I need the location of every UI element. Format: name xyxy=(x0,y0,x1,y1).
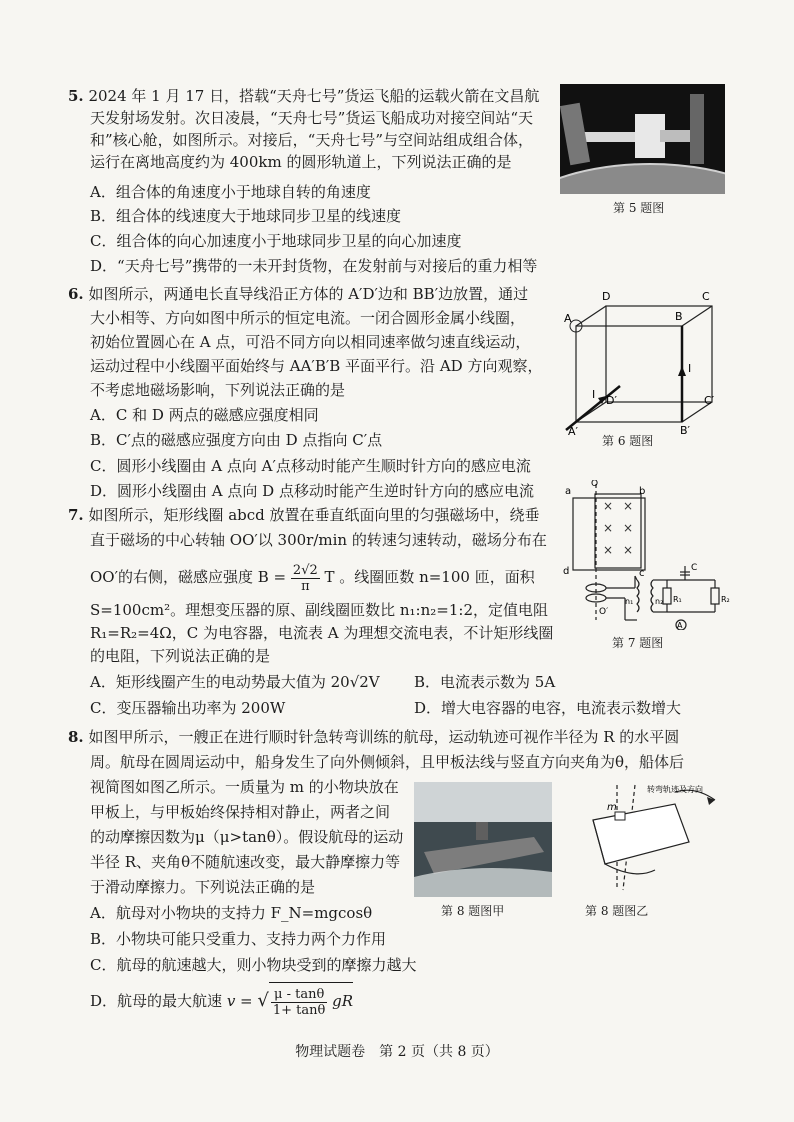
q7-label-R2: R₂ xyxy=(721,595,730,604)
q8-text-1: 如图甲所示，一艘正在进行顺时针急转弯训练的航母，运动轨迹可视作半径为 R 的水平圆 xyxy=(88,728,680,746)
q7-label-n2: n₂ xyxy=(655,597,664,606)
q7-caption: 第 7 题图 xyxy=(612,636,664,650)
q6-line-1 xyxy=(68,284,528,304)
q8-option-d: D．航母的最大航速 v = √ $\frac{\mu - \tan\theta}{1+ \tan\theta}$ gR xyxy=(90,982,353,1019)
q5-photo-space-station xyxy=(560,84,725,194)
q8-caption-a: 第 8 题图甲 xyxy=(441,904,505,918)
q8-numerator: μ - tanθ xyxy=(271,987,327,1003)
q5-option-a: A．组合体的角速度小于地球自转的角速度 xyxy=(90,183,371,201)
q6-line-2: 大小相等、方向如图中所示的恒定电流。一闭合圆形金属小线圈， xyxy=(90,309,526,327)
q7-label-d: d xyxy=(563,566,570,577)
q8-small-block xyxy=(615,812,625,820)
q8-line-6: 半径 R、夹角θ不随航速改变，最大静摩擦力等 xyxy=(90,853,401,871)
q5-caption: 第 5 题图 xyxy=(613,201,665,215)
q6-option-d: D．圆形小线圈由 A 点向 D 点移动时能产生逆时针方向的感应电流 xyxy=(90,482,534,500)
q8-denominator: 1+ tanθ xyxy=(272,1002,326,1018)
svg-text:×: × xyxy=(623,499,634,513)
q6-label-Dprime: D′ xyxy=(606,394,617,407)
q8-line-2: 周。航母在圆周运动中，船身发生了向外侧倾斜，且甲板法线与竖直方向夹角为θ，船体后 xyxy=(90,753,685,771)
svg-text:×: × xyxy=(603,543,614,557)
q8-fraction xyxy=(271,987,327,1018)
q8-number: 8. xyxy=(68,728,84,746)
q8-sqrt xyxy=(269,982,353,1019)
q7-option-c: C．变压器输出功率为 200W xyxy=(90,699,286,717)
q6-line-5: 不考虑地磁场影响，下列说法正确的是 xyxy=(90,381,346,399)
q6-option-a: A．C 和 D 两点的磁感应强度相同 xyxy=(90,406,319,424)
q8-diagram-carrier-tilt xyxy=(575,780,725,898)
q6-label-Bprime: B′ xyxy=(680,424,691,436)
q5-line-4: 运行在离地高度约为 400km 的圆形轨道上，下列说法正确的是 xyxy=(90,153,512,171)
q5-option-b: B．组合体的线速度大于地球同步卫星的线速度 xyxy=(90,207,402,225)
q7-label-c: c xyxy=(639,568,645,579)
q6-number: 6. xyxy=(68,285,84,303)
q5-option-d: D．“天舟七号”携带的一未开封货物，在发射前与对接后的重力相等 xyxy=(90,257,538,275)
q6-line-3: 初始位置圆心在 A 点，可沿不同方向以相同速率做匀速直线运动， xyxy=(90,333,531,351)
q6-current-label-1: I xyxy=(592,388,596,401)
q8-turn-direction-label: 转弯轨迹及方向 xyxy=(647,785,703,794)
q7-option-a: A．矩形线圈产生的电动势最大值为 20√2V xyxy=(90,673,380,691)
q7-line-3 xyxy=(90,560,535,594)
q7-b-denominator: π xyxy=(301,578,310,594)
q7-line-1 xyxy=(68,505,540,525)
q5-option-c: C．组合体的向心加速度小于地球同步卫星的向心加速度 xyxy=(90,232,462,250)
q7-label-R1: R₁ xyxy=(673,595,682,604)
q6-label-Aprime: A′ xyxy=(568,425,579,436)
q8-caption-b: 第 8 题图乙 xyxy=(585,904,649,918)
q8-photo-aircraft-carrier xyxy=(414,782,552,897)
q8-line-1 xyxy=(68,727,679,747)
q7-line-6: 的电阻，下列说法正确的是 xyxy=(90,647,271,665)
q8-option-a: A．航母对小物块的支持力 F_N=mgcosθ xyxy=(90,904,373,922)
q7-label-n1: n₁ xyxy=(625,597,634,606)
q8-line-4: 甲板上，与甲板始终保持相对静止，两者之间 xyxy=(90,803,391,821)
q7-label-Oprime: O′ xyxy=(599,607,609,617)
q6-label-C: C xyxy=(702,290,710,303)
q8-option-c: C．航母的航速越大，则小物块受到的摩擦力越大 xyxy=(90,956,417,974)
q8-line-7: 于滑动摩擦力。下列说法正确的是 xyxy=(90,878,316,896)
q6-option-c: C．圆形小线圈由 A 点向 A′点移动时能产生顺时针方向的感应电流 xyxy=(90,457,531,475)
q7-label-A: A xyxy=(677,621,683,630)
q8-line-5: 的动摩擦因数为μ（μ>tanθ）。假设航母的运动 xyxy=(90,828,404,846)
q6-label-Cprime: C′ xyxy=(704,394,715,407)
q8-line-3: 视简图如图乙所示。一质量为 m 的小物块放在 xyxy=(90,778,399,796)
q7-b-fraction xyxy=(291,563,320,594)
q5-text-1: 2024 年 1 月 17 日，搭载“天舟七号”货运飞船的运载火箭在文昌航 xyxy=(88,87,540,105)
q6-option-b: B．C′点的磁感应强度方向由 D 点指向 C′点 xyxy=(90,431,383,449)
q6-caption: 第 6 题图 xyxy=(602,434,654,448)
q8-gR: gR xyxy=(332,992,354,1010)
q7-line-2: 直于磁场的中心转轴 OO′以 300r/min 的转速匀速转动，磁场分布在 xyxy=(90,531,547,549)
q8-label-m: m xyxy=(607,802,617,813)
q7-label-a: a xyxy=(565,486,572,497)
q5-number: 5. xyxy=(68,87,84,105)
q7-label-b: b xyxy=(639,486,646,497)
svg-text:×: × xyxy=(623,521,634,535)
q6-text-1: 如图所示，两通电长直导线沿正方体的 A′D′边和 BB′边放置，通过 xyxy=(88,285,529,303)
svg-text:×: × xyxy=(603,521,614,535)
q6-current-label-2: I xyxy=(688,362,692,375)
q7-line-5: R₁=R₂=4Ω，C 为电容器，电流表 A 为理想交流电表，不计矩形线圈 xyxy=(90,624,554,642)
q7-label-C: C xyxy=(691,563,698,573)
q6-label-A: A xyxy=(564,312,572,325)
q7-number: 7. xyxy=(68,506,84,524)
q6-label-D: D xyxy=(602,290,611,303)
svg-text:×: × xyxy=(623,543,634,557)
q7-option-b: B．电流表示数为 5A xyxy=(414,673,556,691)
page-footer: 物理试题卷 第 2 页（共 8 页） xyxy=(295,1044,499,1060)
q7-b-numerator: 2√2 xyxy=(292,562,318,578)
q8-option-d-text: D．航母的最大航速 xyxy=(90,992,223,1010)
q6-cube-diagram xyxy=(562,286,722,436)
q8-option-b: B．小物块可能只受重力、支持力两个力作用 xyxy=(90,930,387,948)
q7-line-4: S=100cm²。理想变压器的原、副线圈匝数比 n₁:n₂=1:2，定值电阻 xyxy=(90,601,548,619)
q5-line-3: 和”核心舱，如图所示。对接后，“天舟七号”与空间站组成组合体， xyxy=(90,131,534,149)
q7-circuit-diagram xyxy=(555,480,730,630)
q7-text-3b: T 。线圈匝数 n=100 匝，面积 xyxy=(324,568,535,586)
q7-text-1: 如图所示，矩形线圈 abcd 放置在垂直纸面向里的匀强磁场中，绕垂 xyxy=(88,506,540,524)
q7-text-3a: OO′的右侧，磁感应强度 B = xyxy=(90,568,287,586)
q6-line-4: 运动过程中小线圈平面始终与 AA′B′B 平面平行。沿 AD 方向观察， xyxy=(90,357,543,375)
q7-option-d: D．增大电容器的电容，电流表示数增大 xyxy=(414,699,682,717)
svg-text:×: × xyxy=(603,499,614,513)
q8-v-symbol: v = xyxy=(226,992,253,1010)
q5-line-1 xyxy=(68,86,539,106)
q7-label-O: O xyxy=(591,480,599,489)
q5-line-2: 天发射场发射。次日凌晨，“天舟七号”货运飞船成功对接空间站“天 xyxy=(90,109,534,127)
q6-label-B: B xyxy=(675,310,683,323)
